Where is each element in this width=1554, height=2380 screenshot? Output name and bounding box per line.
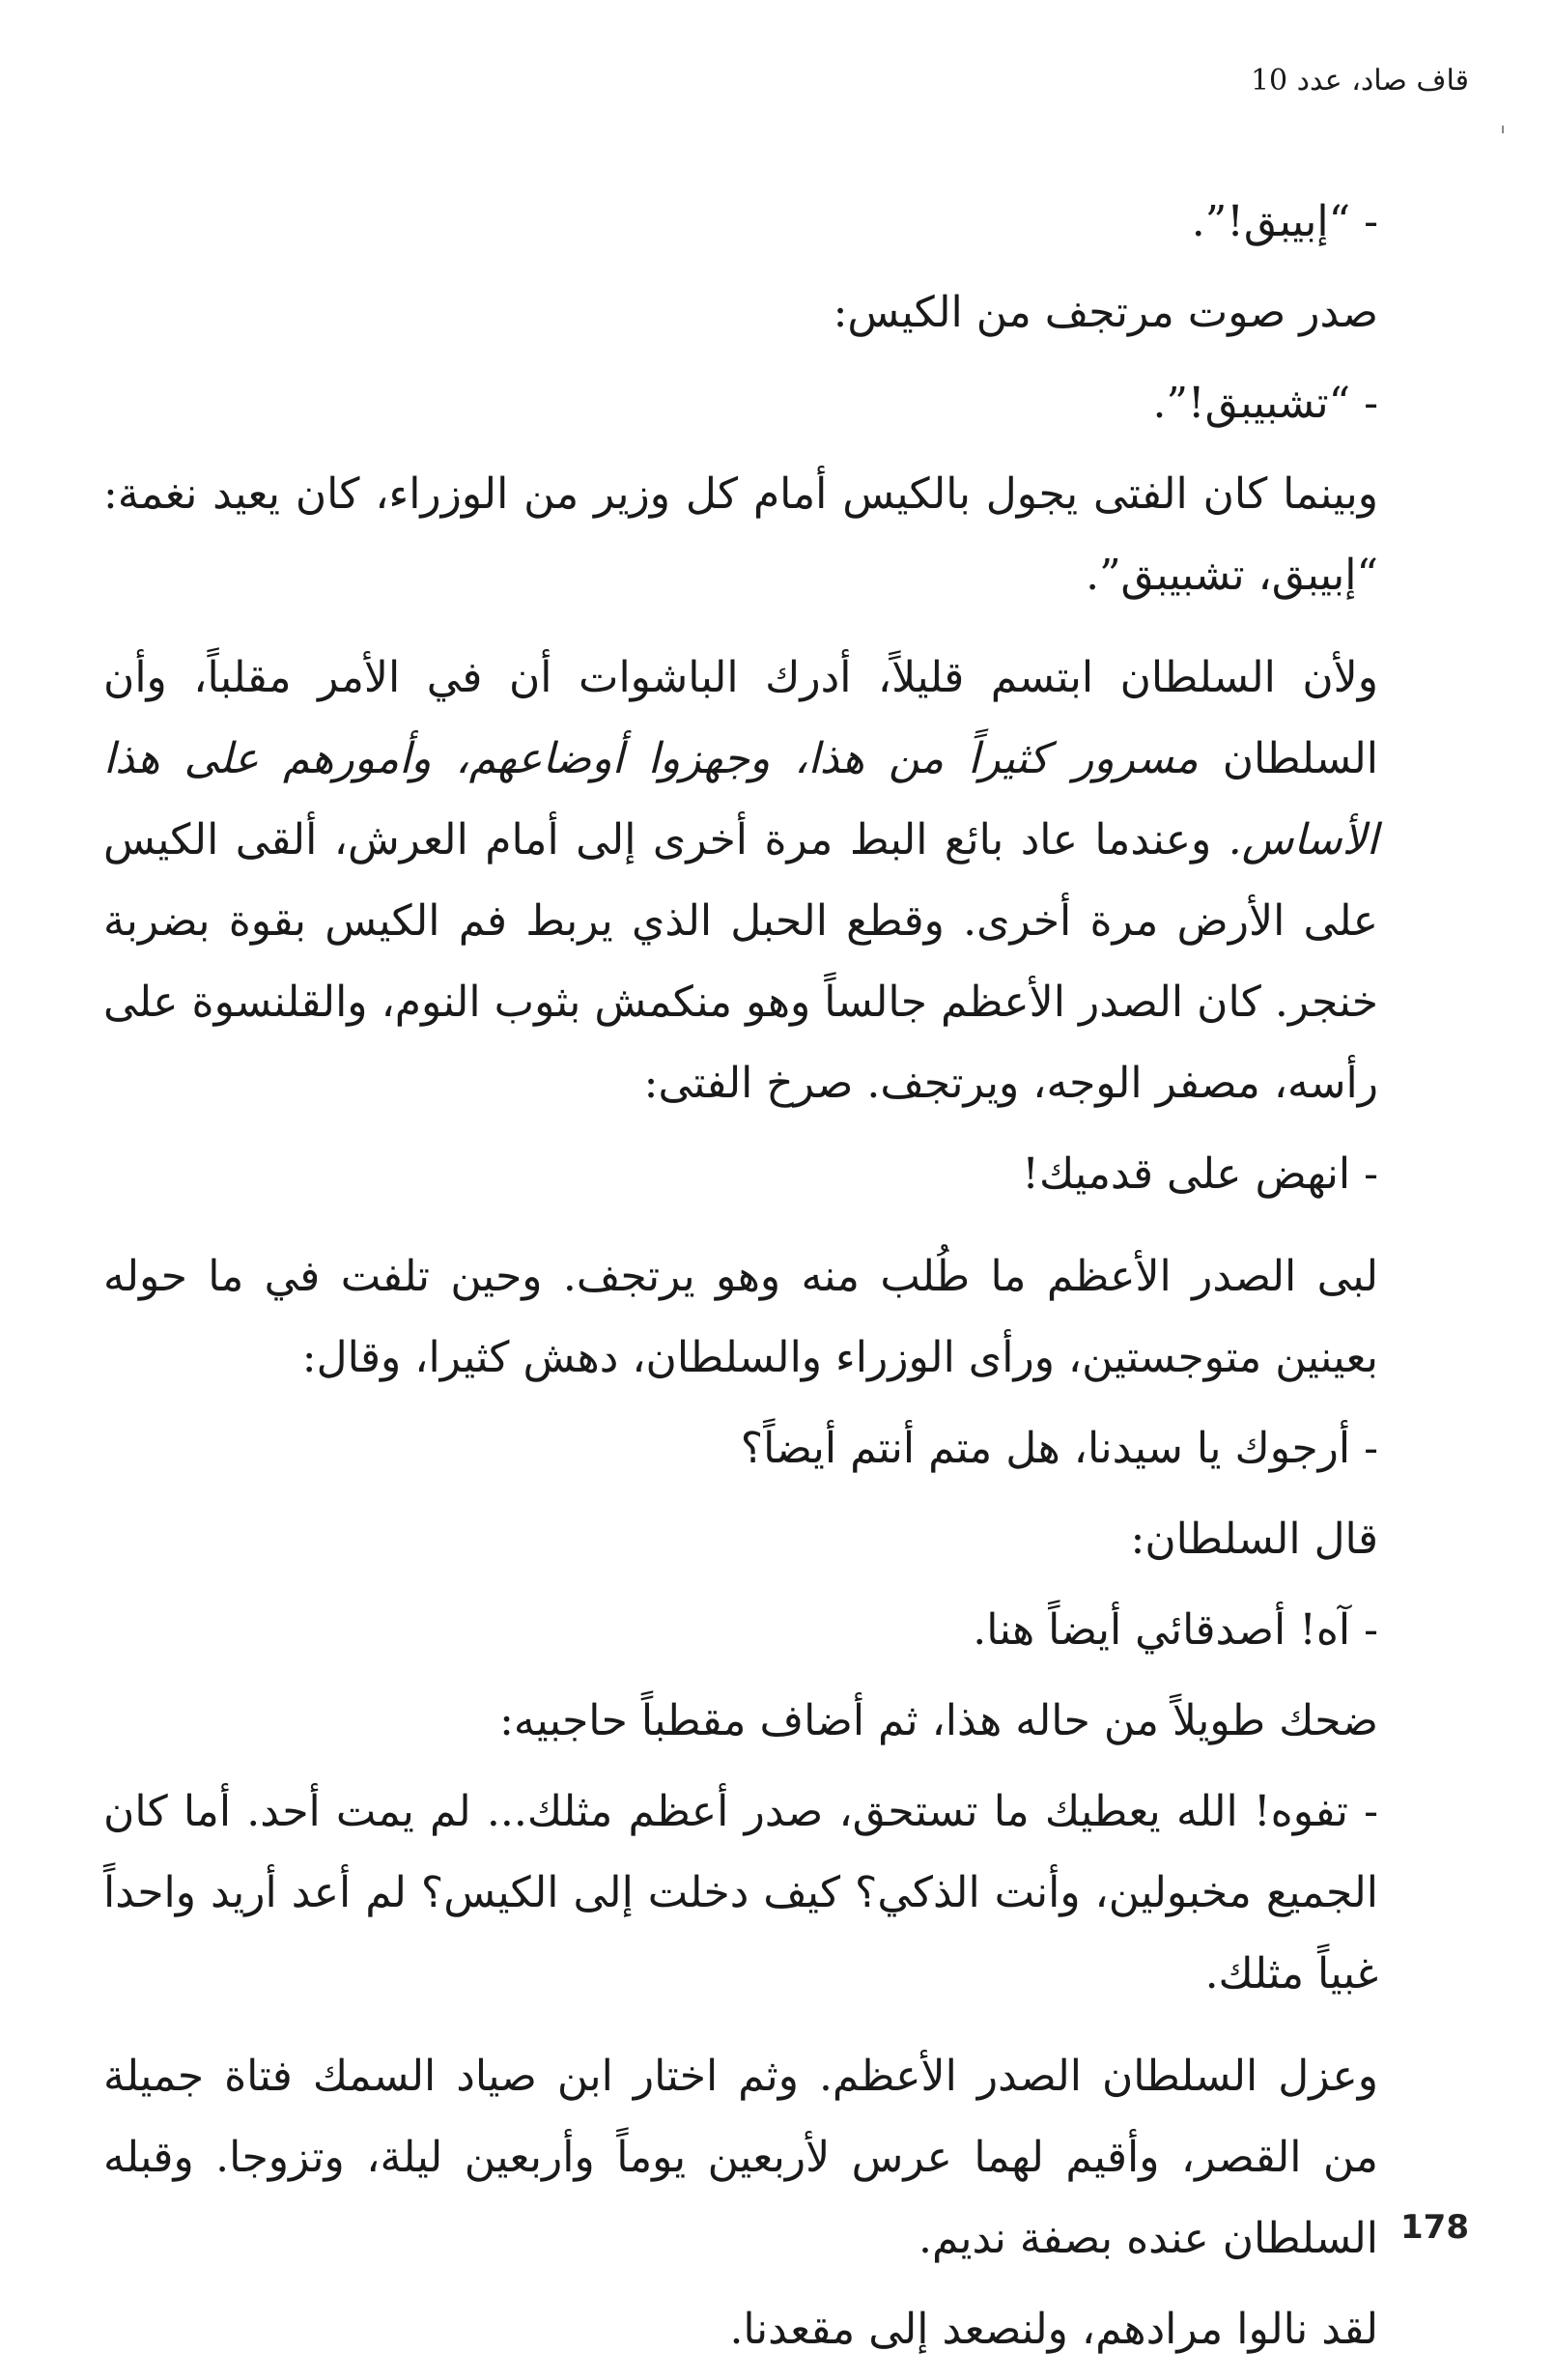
running-header: قاف صاد، عدد 10 — [1250, 64, 1469, 98]
dialogue-line: - “إبيبق!”. — [1191, 197, 1378, 246]
dialogue-line: - أرجوك يا سيدنا، هل متم أنتم أيضاً؟ — [740, 1424, 1378, 1473]
dialogue-line: - آه! أصدقائي أيضاً هنا. — [973, 1605, 1378, 1655]
narration-line: ضحك طويلاً من حاله هذا، ثم أضاف مقطباً حاجبيه: — [499, 1696, 1378, 1745]
narration-paragraph: وعزل السلطان الصدر الأعظم. وثم اختار ابن صياد السمك فتاة جميلة من القصر، وأقيم لهما عرس لأربعين يوماً وأربعين ليلة، وتزوجا. وقبله السلطان عنده بصفة نديم. — [103, 2052, 1378, 2263]
page-body — [103, 182, 1378, 2380]
narration-paragraph: وبينما كان الفتى يجول بالكيس أمام كل وزير من الوزراء، كان يعيد نغمة: “إبيبق، تشبيبق”. — [103, 469, 1378, 600]
narration-paragraph — [103, 638, 1378, 1124]
paragraph-text: ولأن السلطان ابتسم قليلاً، أدرك الباشوات أن في الأمر مقلباً، وأن السلطان — [103, 653, 1378, 783]
dialogue-paragraph: - تفوه! الله يعطيك ما تستحق، صدر أعظم مثلك... لم يمت أحد. أما كان الجميع مخبولين، وأنت الذكي؟ كيف دخلت إلى الكيس؟ لم أعد أريد واحداً غبياً مثلك. — [103, 1787, 1378, 1998]
narration-line: صدر صوت مرتجف من الكيس: — [833, 288, 1378, 337]
italic-text: مسرور كثيراً من هذا، وجهزوا أوضاعهم، وأمورهم على هذا الأساس. — [103, 734, 1378, 864]
dialogue-line: - “تشبيبق!”. — [1152, 379, 1378, 428]
narration-paragraph: لبى الصدر الأعظم ما طُلب منه وهو يرتجف. وحين تلفت في ما حوله بعينين متوجستين، ورأى الوزراء والسلطان، دهش كثيرا، وقال: — [103, 1252, 1378, 1382]
margin-tick-mark — [1502, 126, 1504, 133]
narration-line: قال السلطان: — [1130, 1515, 1378, 1564]
closing-line: لقد نالوا مرادهم، ولنصعد إلى مقعدنا. — [729, 2305, 1378, 2354]
page-number: 178 — [1400, 2208, 1469, 2247]
dialogue-line: - انهض على قدميك! — [1022, 1149, 1378, 1199]
paragraph-text: وعندما عاد بائع البط مرة أخرى إلى أمام العرش، ألقى الكيس على الأرض مرة أخرى. وقطع الحبل الذي يربط فم الكيس بقوة بضربة خنجر. كان الصدر الأعظم جالساً وهو منكمش بثوب النوم، والقلنسوة على رأسه، مصفر الوجه، ويرتجف. صرخ الفتى: — [103, 815, 1378, 1108]
